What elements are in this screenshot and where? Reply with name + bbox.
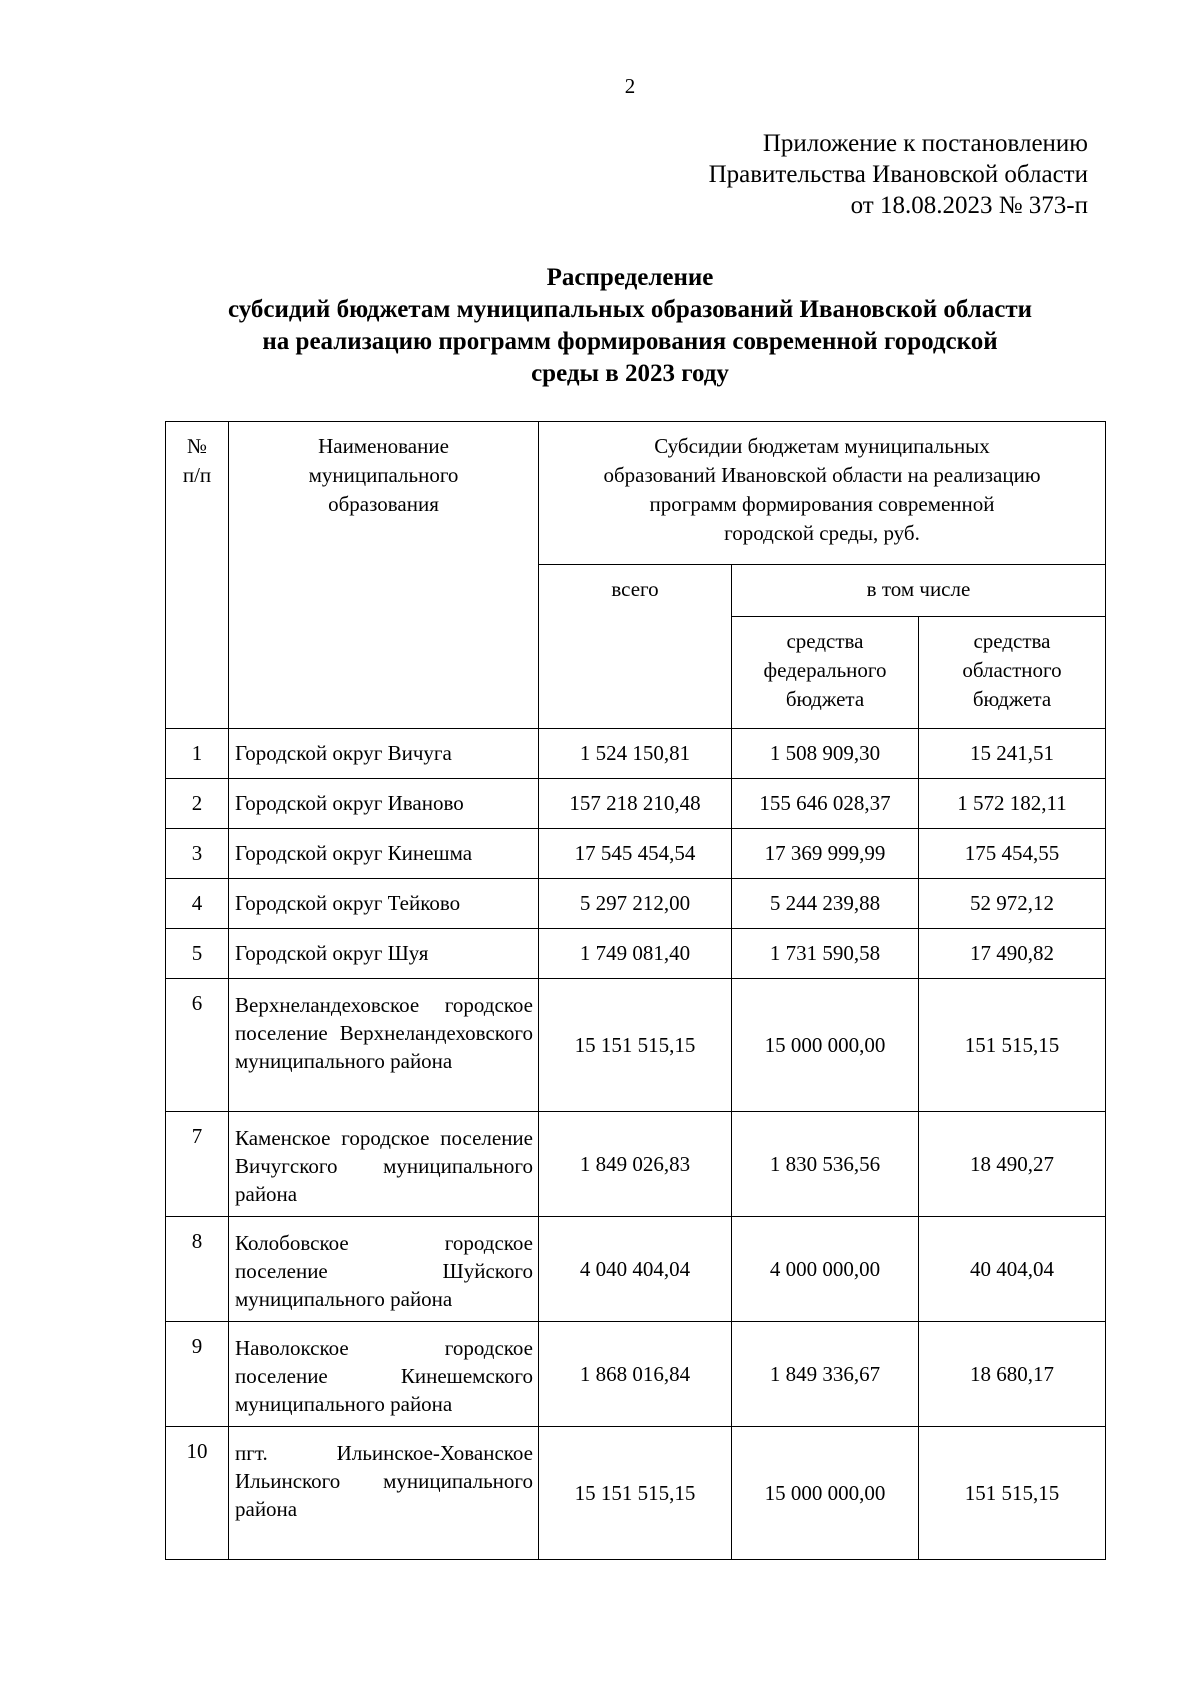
title-line-3: на реализацию программ формирования современной городской: [262, 328, 998, 355]
table-row: [166, 929, 1106, 979]
row-regional: 175 454,55: [919, 829, 1106, 879]
row-regional: 15 241,51: [919, 729, 1106, 779]
row-regional: 1 572 182,11: [919, 779, 1106, 829]
page-number: 2: [624, 74, 636, 98]
row-name: Городской округ Иваново: [229, 779, 539, 829]
row-regional: 40 404,04: [919, 1217, 1106, 1322]
row-number: 7: [166, 1112, 229, 1217]
appendix-line-1: Приложение к постановлению: [762, 130, 1088, 157]
row-name: Городской округ Шуя: [229, 929, 539, 979]
row-regional: 18 680,17: [919, 1322, 1106, 1427]
row-number: 5: [166, 929, 229, 979]
header-regional: средства областного бюджета: [919, 617, 1106, 729]
row-federal: 15 000 000,00: [732, 1427, 919, 1560]
table-row: [166, 1112, 1106, 1217]
row-total: 1 524 150,81: [539, 729, 732, 779]
title-line-2: субсидий бюджетам муниципальных образований Ивановской области: [227, 296, 1033, 323]
table-row: [166, 729, 1106, 779]
appendix-line-2: Правительства Ивановской области: [708, 161, 1088, 188]
row-name: Колобовское городское поселение Шуйского муниципального района: [229, 1217, 539, 1322]
header-federal: средства федерального бюджета: [732, 617, 919, 729]
row-federal: 1 849 336,67: [732, 1322, 919, 1427]
document-title: [165, 262, 1095, 390]
header-including: в том числе: [732, 565, 1106, 617]
table-row: [166, 1217, 1106, 1322]
row-federal: 5 244 239,88: [732, 879, 919, 929]
appendix-header: [709, 128, 1088, 221]
title-line-4: среды в 2023 году: [531, 360, 729, 387]
row-name: Городской округ Кинешма: [229, 829, 539, 879]
appendix-line-3: от 18.08.2023 № 373-п: [850, 192, 1088, 219]
row-number: 8: [166, 1217, 229, 1322]
row-federal: 4 000 000,00: [732, 1217, 919, 1322]
header-number: № п/п: [166, 422, 229, 729]
row-name: Городской округ Вичуга: [229, 729, 539, 779]
subsidy-table: [165, 421, 1106, 1560]
row-name: Городской округ Тейково: [229, 879, 539, 929]
row-total: 15 151 515,15: [539, 1427, 732, 1560]
row-number: 10: [166, 1427, 229, 1560]
row-total: 17 545 454,54: [539, 829, 732, 879]
row-number: 3: [166, 829, 229, 879]
row-number: 6: [166, 979, 229, 1112]
header-name: Наименование муниципального образования: [229, 422, 539, 729]
row-name: Каменское городское поселение Вичугского муниципального района: [229, 1112, 539, 1217]
row-total: 157 218 210,48: [539, 779, 732, 829]
row-regional: 151 515,15: [919, 979, 1106, 1112]
row-total: 5 297 212,00: [539, 879, 732, 929]
row-federal: 1 508 909,30: [732, 729, 919, 779]
row-federal: 17 369 999,99: [732, 829, 919, 879]
row-federal: 1 830 536,56: [732, 1112, 919, 1217]
row-total: 15 151 515,15: [539, 979, 732, 1112]
row-regional: 18 490,27: [919, 1112, 1106, 1217]
table-row: [166, 829, 1106, 879]
table-row: [166, 1322, 1106, 1427]
row-number: 9: [166, 1322, 229, 1427]
row-total: 1 849 026,83: [539, 1112, 732, 1217]
row-regional: 52 972,12: [919, 879, 1106, 929]
row-number: 2: [166, 779, 229, 829]
row-number: 1: [166, 729, 229, 779]
row-number: 4: [166, 879, 229, 929]
row-regional: 17 490,82: [919, 929, 1106, 979]
row-name: пгт. Ильинское-Хованское Ильинского муниципального района: [229, 1427, 539, 1560]
header-total: всего: [539, 565, 732, 729]
table-row: [166, 879, 1106, 929]
row-federal: 1 731 590,58: [732, 929, 919, 979]
title-line-1: Распределение: [546, 264, 714, 291]
row-total: 1 749 081,40: [539, 929, 732, 979]
row-federal: 15 000 000,00: [732, 979, 919, 1112]
table-row: [166, 779, 1106, 829]
row-total: 1 868 016,84: [539, 1322, 732, 1427]
row-name: Наволокское городское поселение Кинешемского муниципального района: [229, 1322, 539, 1427]
header-subsidies: Субсидии бюджетам муниципальных образований Ивановской области на реализацию программ формирования современной городской среды, руб.: [539, 422, 1106, 565]
row-federal: 155 646 028,37: [732, 779, 919, 829]
row-total: 4 040 404,04: [539, 1217, 732, 1322]
row-regional: 151 515,15: [919, 1427, 1106, 1560]
row-name: Верхнеландеховское городское поселение Верхнеландеховского муниципального района: [229, 979, 539, 1112]
table-row: [166, 1427, 1106, 1560]
table-row: [166, 979, 1106, 1112]
